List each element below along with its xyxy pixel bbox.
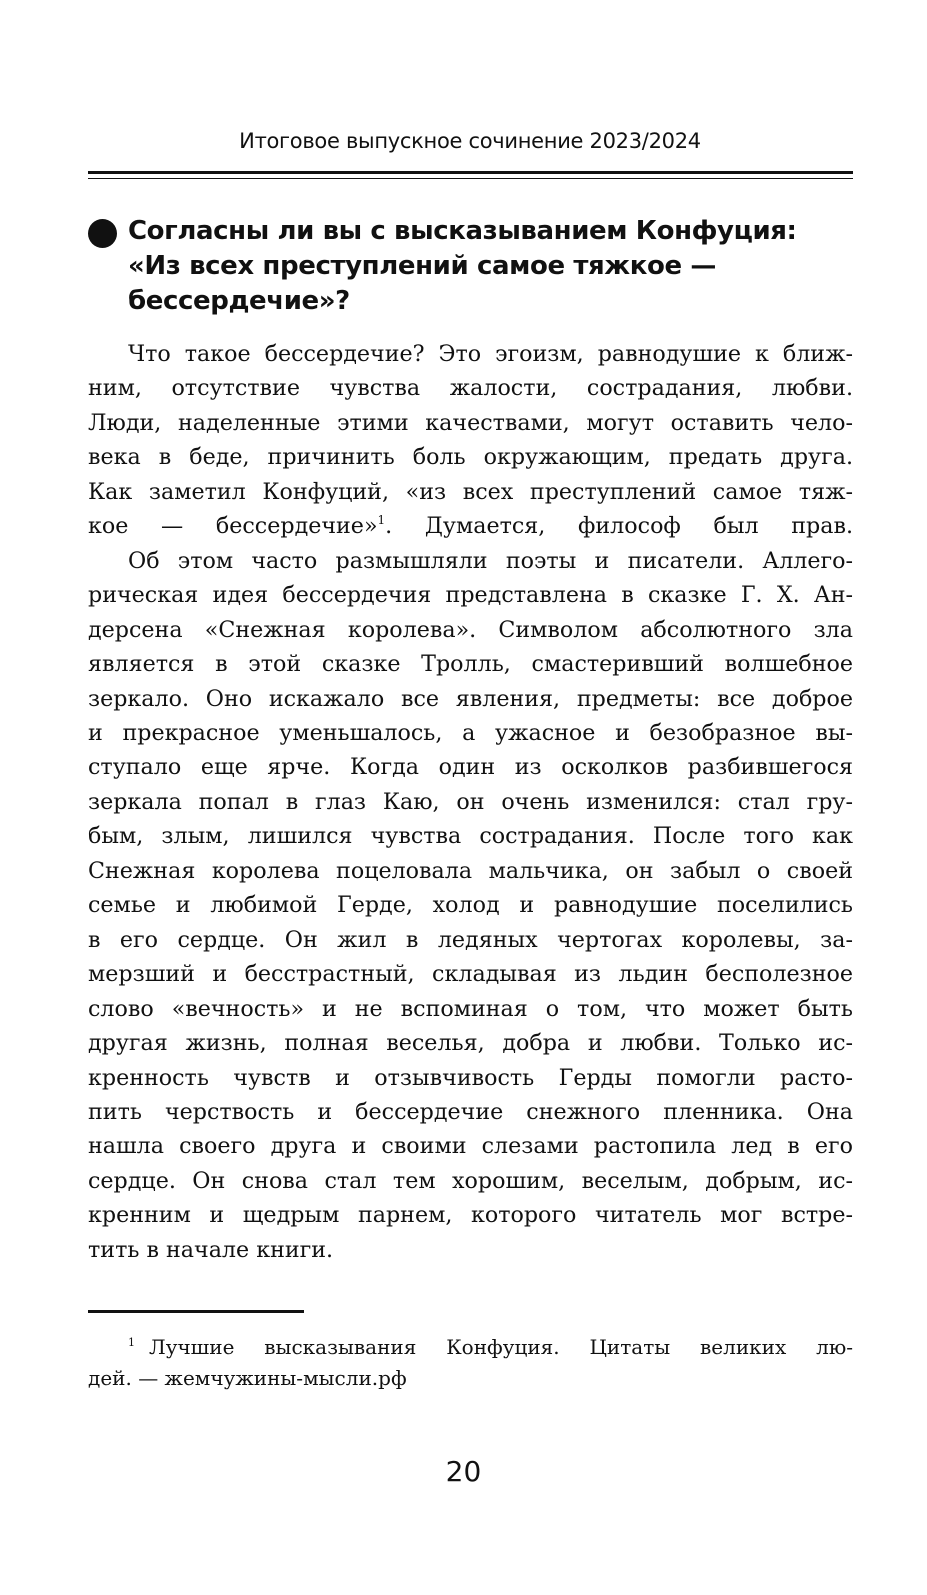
footnote: [88, 1332, 853, 1394]
footnote-rule: [88, 1310, 304, 1313]
essay-body: [88, 337, 853, 1267]
text-line: тить в начале книги.: [88, 1236, 334, 1263]
text-line: слово «вечность» и не вспоминая о том, что может быть: [88, 995, 853, 1022]
footnote-text: [88, 1332, 853, 1394]
text-line: бым, злым, лишился чувства сострадания. После того как: [88, 823, 853, 850]
text-line: ступало еще ярче. Когда один из осколков разбившегося: [88, 754, 853, 781]
text-line: и прекрасное уменьшалось, а ужасное и безобразное вы-: [88, 719, 853, 746]
text-line: [88, 509, 853, 543]
text-line: Что такое бессердечие? Это эгоизм, равнодушие к ближ-: [128, 341, 853, 367]
text-line: мерзший и бесстрастный, складывая из льдин бесполезное: [88, 961, 853, 988]
text-line: Снежная королева поцеловала мальчика, он забыл о своей: [88, 857, 853, 884]
paragraph-1: [88, 337, 853, 544]
footnote-reference: 1: [377, 513, 386, 528]
footnote-marker: 1: [128, 1336, 135, 1349]
text-line: сердце. Он снова стал тем хорошим, веселым, добрым, ис-: [88, 1167, 853, 1194]
text-line: кренность чувств и отзывчивость Герды помогли расто-: [88, 1064, 853, 1091]
text-line: нашла своего друга и своими слезами растопила лед в его: [88, 1133, 853, 1160]
header-rule-thin: [88, 178, 853, 179]
text-line: в его сердце. Он жил в ледяных чертогах королевы, за-: [88, 926, 853, 953]
topic-line: Согласны ли вы с высказыванием Конфуция:: [128, 216, 797, 246]
text-line: является в этой сказке Тролль, смастеривший волшебное: [88, 651, 853, 678]
text-fragment: . Думается, философ был прав.: [385, 513, 854, 540]
topic-heading: [88, 214, 858, 319]
text-line: кренним и щедрым парнем, которого читатель мог встре-: [88, 1202, 853, 1229]
topic-line: «Из всех преступлений самое тяжкое —: [128, 251, 716, 281]
text-line: Об этом часто размышляли поэты и писатели. Аллего-: [128, 547, 853, 574]
topic-line: бессердечие»?: [128, 286, 350, 316]
text-line: дей. — жемчужины-мысли.рф: [88, 1366, 407, 1390]
page-number: 20: [445, 1455, 482, 1488]
text-line: дерсена «Снежная королева». Символом абсолютного зла: [88, 616, 853, 643]
bullet-icon: [88, 219, 117, 248]
running-head: Итоговое выпускное сочинение 2023/2024: [239, 129, 701, 153]
paragraph-2: [88, 544, 853, 1268]
text-line: зеркала попал в глаз Каю, он очень изменился: стал гру-: [88, 788, 853, 815]
text-fragment: кое — бессердечие»: [88, 513, 378, 540]
text-line: рическая идея бессердечия представлена в сказке Г. Х. Ан-: [88, 582, 853, 609]
text-line: другая жизнь, полная веселья, добра и любви. Только ис-: [88, 1030, 853, 1057]
text-fragment: Лучшие высказывания Конфуция. Цитаты великих лю-: [149, 1335, 853, 1359]
text-line: семье и любимой Герде, холод и равнодушие поселились: [88, 892, 853, 919]
text-line: Как заметил Конфуций, «из всех преступлений самое тяж-: [88, 478, 853, 505]
header-rule-thick: [88, 171, 853, 174]
text-line: ним, отсутствие чувства жалости, сострадания, любви.: [88, 375, 853, 402]
essay-topic: [88, 214, 858, 319]
text-line: зеркало. Оно искажало все явления, предметы: все доброе: [88, 685, 853, 712]
text-line: Люди, наделенные этими качествами, могут оставить чело-: [88, 409, 853, 436]
text-line: [88, 1332, 853, 1363]
text-line: пить черствость и бессердечие снежного пленника. Она: [88, 1098, 853, 1125]
text-line: века в беде, причинить боль окружающим, предать друга.: [88, 444, 853, 471]
